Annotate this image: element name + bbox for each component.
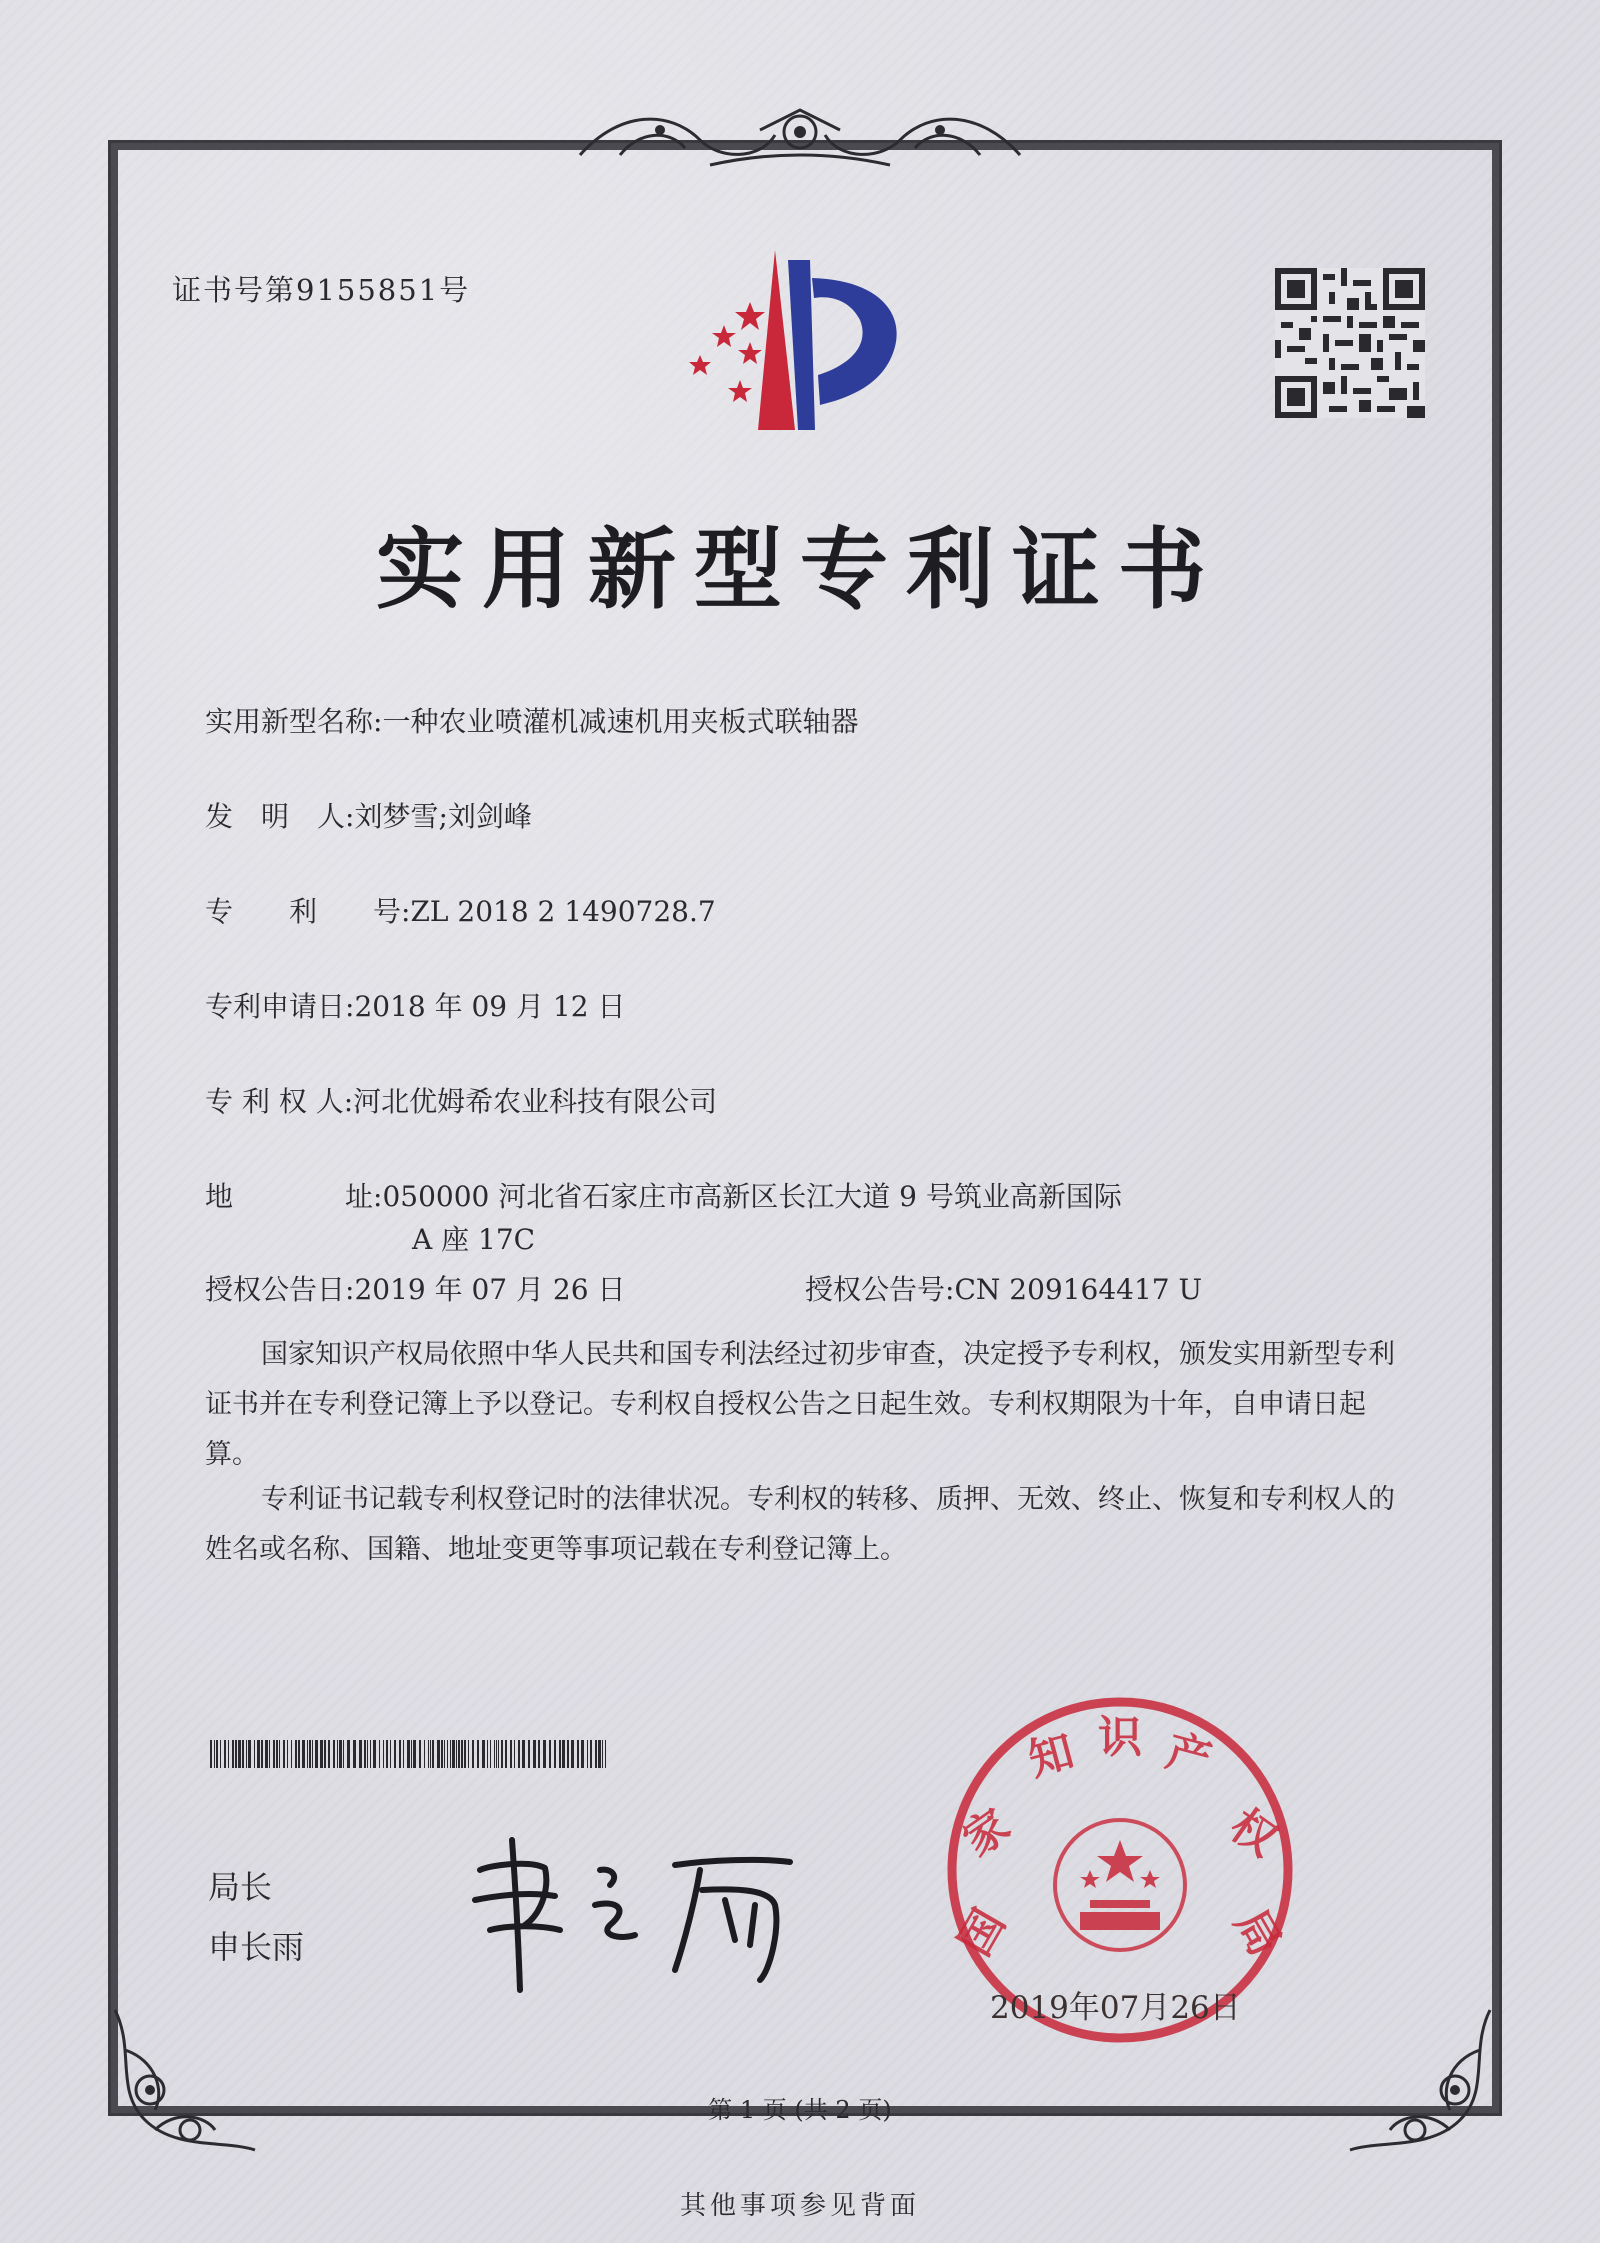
field-value: ZL 2018 2 1490728.7 (410, 895, 716, 928)
barcode-bar (494, 1740, 495, 1768)
barcode-bar (248, 1740, 251, 1768)
barcode-bar (399, 1740, 401, 1768)
field-address (205, 1175, 1122, 1215)
svg-text:家: 家 (954, 1799, 1020, 1867)
barcode-bar (444, 1740, 445, 1768)
page-number: 第 1 页 (共 2 页) (708, 2096, 892, 2124)
barcode-bar (273, 1740, 275, 1768)
barcode-bar (379, 1740, 380, 1768)
barcode-bar (419, 1740, 421, 1768)
barcode-bar (581, 1740, 584, 1768)
barcode-bar (464, 1740, 466, 1768)
barcode-bar (238, 1740, 241, 1768)
barcode-bar (605, 1740, 606, 1768)
barcode-bar (411, 1740, 412, 1768)
barcode-bar (210, 1740, 212, 1768)
barcode-bar (595, 1740, 597, 1768)
barcode-bar (562, 1740, 565, 1768)
barcode-bar (291, 1740, 292, 1768)
barcode-bar (450, 1740, 451, 1768)
barcode-bar (220, 1740, 221, 1768)
barcode-bar (370, 1740, 371, 1768)
director-name: 申长雨 (208, 1928, 305, 1966)
barcode-bar (518, 1740, 520, 1768)
corner-ornament-right (1330, 1990, 1510, 2170)
barcode-bar (224, 1740, 226, 1768)
barcode-bar (522, 1740, 525, 1768)
body-paragraph-1: 国家知识产权局依照中华人民共和国专利法经过初步审查，决定授予专利权，颁发实用新型专利证书并在专利登记簿上予以登记。专利权自授权公告之日起生效。专利权期限为十年，自申请日起算。 (205, 1339, 1395, 1470)
patent-office-logo (680, 250, 930, 440)
barcode-bar (461, 1740, 463, 1768)
barcode-bar (468, 1740, 469, 1768)
barcode-bar (390, 1740, 391, 1768)
barcode-bar (447, 1740, 448, 1768)
field-utility-model-name (205, 700, 858, 740)
barcode-bar (315, 1740, 318, 1768)
barcode-bar (283, 1740, 285, 1768)
barcode-bar (265, 1740, 268, 1768)
svg-text:识: 识 (1098, 1712, 1142, 1763)
barcode-bar (528, 1740, 530, 1768)
footer-note: 其他事项参见背面 (679, 2191, 920, 2221)
field-label: 地 址: (205, 1180, 383, 1213)
svg-text:知: 知 (1023, 1725, 1080, 1787)
barcode-bar (430, 1740, 431, 1768)
field-value: 2019 年 07 月 26 日 (354, 1273, 626, 1306)
barcode-bar (567, 1740, 569, 1768)
barcode-bar (312, 1740, 313, 1768)
barcode-bar (232, 1740, 234, 1768)
barcode-bar (602, 1740, 603, 1768)
field-application-date (205, 985, 625, 1025)
barcode-bar (496, 1740, 497, 1768)
barcode-bar (477, 1740, 479, 1768)
barcode-bar (339, 1740, 342, 1768)
handwritten-signature (470, 1830, 810, 2000)
field-value: 刘梦雪;刘剑峰 (354, 800, 532, 833)
barcode-bar (242, 1740, 244, 1768)
barcode-bar (254, 1740, 255, 1768)
barcode-bar (295, 1740, 297, 1768)
barcode-bar (347, 1740, 350, 1768)
field-label: 授权公告日: (205, 1273, 355, 1306)
field-label: 实用新型名称: (205, 705, 383, 738)
svg-text:局: 局 (1224, 1900, 1291, 1965)
barcode-bar (383, 1740, 384, 1768)
barcode-bar (487, 1740, 488, 1768)
field-value: 050000 河北省石家庄市高新区长江大道 9 号筑业高新国际 (382, 1180, 1122, 1213)
field-value: CN 209164417 U (954, 1273, 1203, 1306)
field-grant-number (805, 1268, 1202, 1308)
barcode-bar (343, 1740, 344, 1768)
body-paragraph-2: 专利证书记载专利权登记时的法律状况。专利权的转移、质押、无效、终止、恢复和专利权人的姓名或名称、国籍、地址变更等事项记载在专利登记簿上。 (205, 1484, 1395, 1565)
barcode-bar (394, 1740, 396, 1768)
barcode-bar (428, 1740, 429, 1768)
field-label: 专 利 权 人: (205, 1085, 354, 1118)
document-title: 实用新型专利证书 (375, 518, 1224, 621)
barcode-bar (577, 1740, 579, 1768)
barcode-bar (514, 1740, 515, 1768)
barcode-bar (386, 1740, 388, 1768)
barcode-bar (407, 1740, 410, 1768)
barcode-bar (498, 1740, 499, 1768)
field-patent-number (205, 890, 716, 930)
barcode-bar (359, 1740, 362, 1768)
barcode-bar (549, 1740, 551, 1768)
barcode-bar (533, 1740, 536, 1768)
barcode-bar (554, 1740, 556, 1768)
barcode-bar (320, 1740, 323, 1768)
field-inventor (205, 795, 532, 835)
field-value: 一种农业喷灌机减速机用夹板式联轴器 (382, 705, 859, 738)
barcode-bar (235, 1740, 237, 1768)
barcode-bar (307, 1740, 308, 1768)
barcode-bar (587, 1740, 588, 1768)
barcode-bar (216, 1740, 218, 1768)
barcode-bar (505, 1740, 507, 1768)
field-patentee (205, 1080, 717, 1120)
barcode-bar (452, 1740, 455, 1768)
field-label: 发 明 人: (205, 800, 355, 833)
field-label: 专 利 号: (205, 895, 411, 928)
barcode-bar (413, 1740, 416, 1768)
field-value: 2018 年 09 月 12 日 (354, 990, 626, 1023)
field-address-line2: A 座 17C (412, 1223, 536, 1256)
barcode-bar (324, 1740, 326, 1768)
svg-text:权: 权 (1220, 1799, 1286, 1867)
barcode-bar (559, 1740, 561, 1768)
barcode-bar (328, 1740, 330, 1768)
barcode-bar (298, 1740, 300, 1768)
barcode-bar (214, 1740, 215, 1768)
barcode-bar (257, 1740, 260, 1768)
qr-code (1275, 268, 1425, 418)
barcode-bar (276, 1740, 278, 1768)
barcode-bar (538, 1740, 540, 1768)
barcode-bar (333, 1740, 335, 1768)
barcode-bar (279, 1740, 280, 1768)
barcode-bar (403, 1740, 404, 1768)
barcode-bar (424, 1740, 425, 1768)
barcode-bar (287, 1740, 288, 1768)
barcode-bar (309, 1740, 311, 1768)
barcode-bar (432, 1740, 434, 1768)
barcode-bar (441, 1740, 443, 1768)
svg-text:产: 产 (1160, 1725, 1217, 1787)
barcode-bar (269, 1740, 270, 1768)
barcode-bar (590, 1740, 592, 1768)
barcode-bar (598, 1740, 601, 1768)
barcode-bar (302, 1740, 305, 1768)
director-title: 局长 (208, 1868, 273, 1906)
barcode-bar (437, 1740, 440, 1768)
top-ornament (560, 100, 1040, 180)
svg-text:国: 国 (949, 1900, 1016, 1965)
barcode-bar (501, 1740, 503, 1768)
barcode (210, 1740, 608, 1768)
barcode-bar (571, 1740, 574, 1768)
barcode-bar (367, 1740, 368, 1768)
barcode-bar (246, 1740, 247, 1768)
field-value: 河北优姆希农业科技有限公司 (353, 1085, 718, 1118)
barcode-bar (456, 1740, 457, 1768)
barcode-bar (510, 1740, 512, 1768)
barcode-bar (364, 1740, 366, 1768)
field-label: 授权公告号: (805, 1273, 955, 1306)
barcode-bar (337, 1740, 338, 1768)
field-label: 专利申请日: (205, 990, 355, 1023)
seal-date: 2019年07月26日 (990, 1990, 1241, 2026)
barcode-bar (373, 1740, 376, 1768)
barcode-bar (472, 1740, 474, 1768)
barcode-bar (261, 1740, 263, 1768)
barcode-bar (482, 1740, 485, 1768)
barcode-bar (458, 1740, 460, 1768)
barcode-bar (353, 1740, 356, 1768)
barcode-bar (228, 1740, 229, 1768)
field-grant-date (205, 1268, 625, 1308)
barcode-bar (490, 1740, 491, 1768)
corner-ornament-left (95, 1990, 275, 2170)
certificate-number: 证书号第9155851号 (172, 273, 471, 307)
barcode-bar (543, 1740, 546, 1768)
